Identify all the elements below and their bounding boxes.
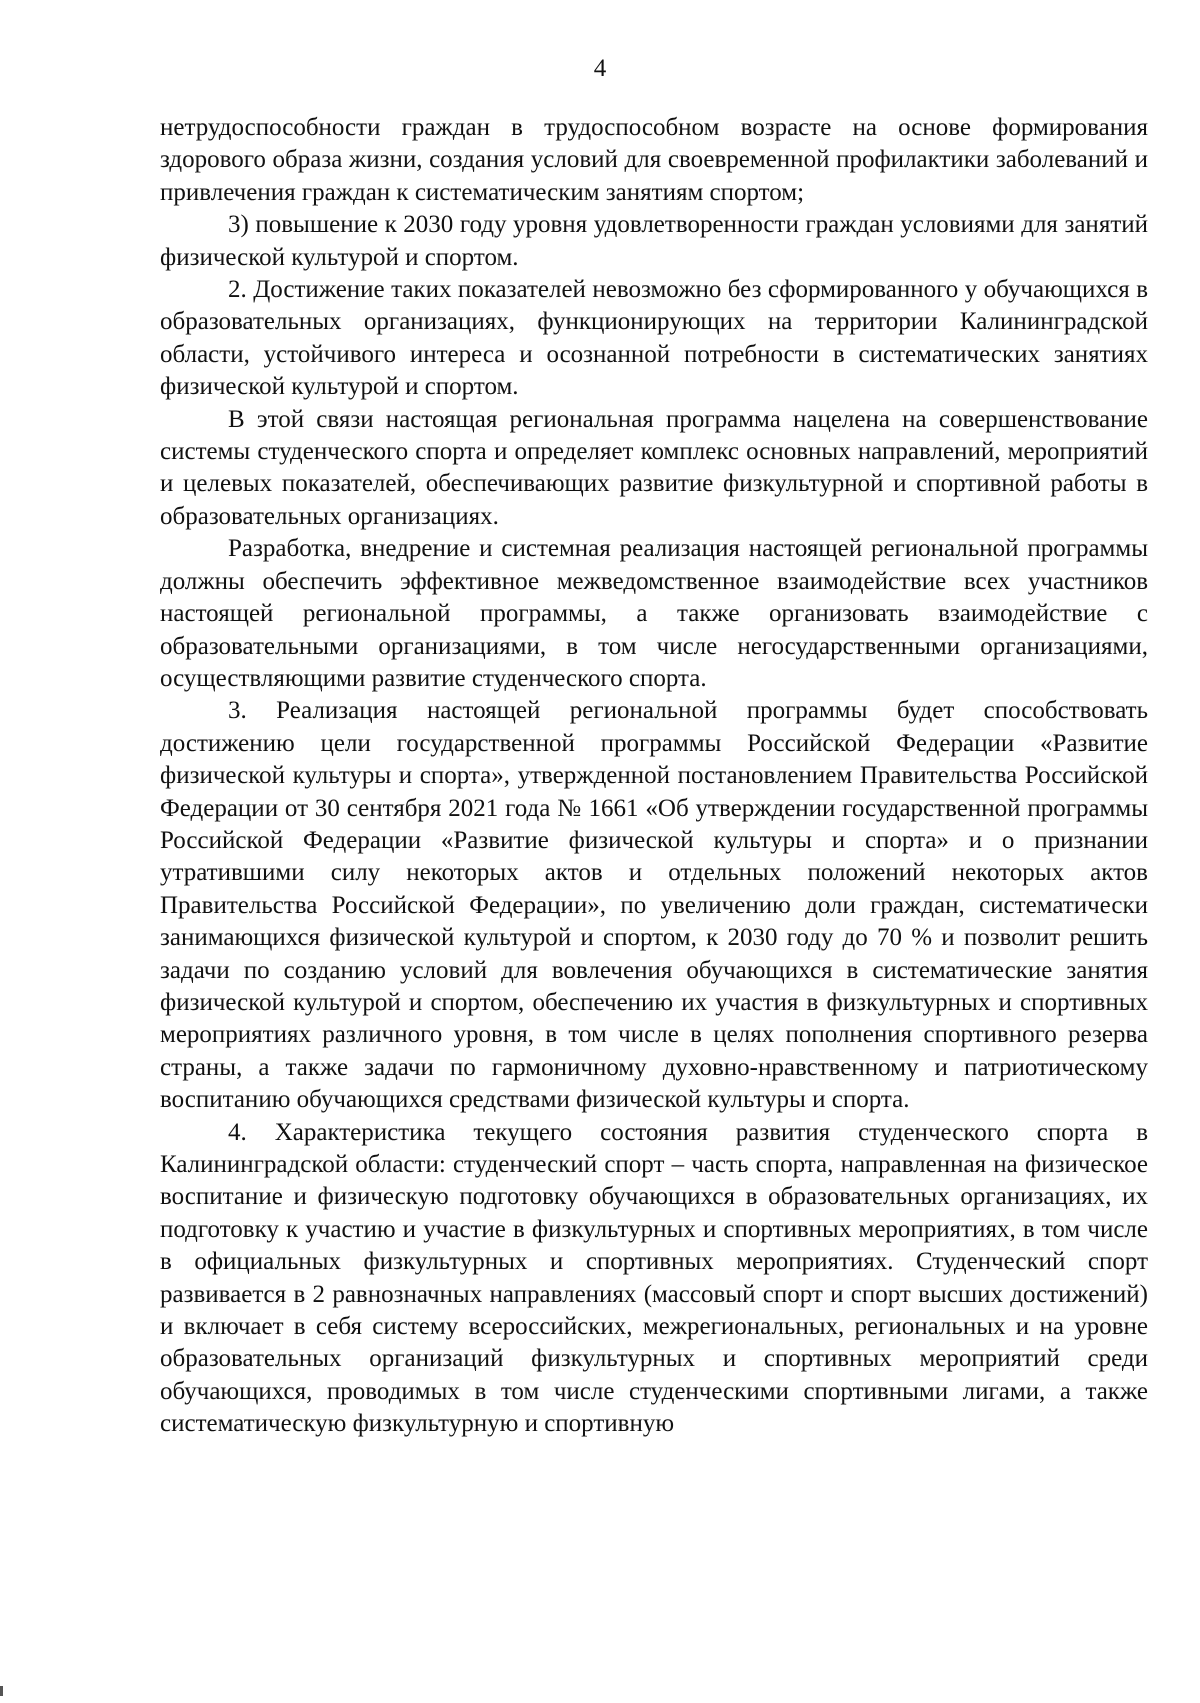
page-number: 4 [593, 55, 607, 82]
document-body [160, 112, 1148, 1441]
scan-edge-mark [0, 1686, 3, 1696]
paragraph-section-3: 3. Реализация настоящей региональной программы будет способствовать достижению цели государственной программы Российской Федерации «Развитие физической культуры и спорта», утвержденной постановлением Правительства Российской Федерации от 30 сентября 2021 года № 1661 «Об утверждении государственной программы Российской Федерации «Развитие физической культуры и спорта» и о признании утратившими силу некоторых актов и отдельных положений некоторых актов Правительства Российской Федерации», по увеличению доли граждан, систематически занимающихся физической культурой и спортом, к 2030 году до 70 % и позволит решить задачи по созданию условий для вовлечения обучающихся в систематические занятия физической культурой и спортом, обеспечению их участия в физкультурных и спортивных мероприятиях различного уровня, в том числе в целях пополнения спортивного резерва страны, а также задачи по гармоничному духовно-нравственному и патриотическому воспитанию обучающихся средствами физической культуры и спорта. [160, 697, 1148, 1114]
paragraph-program-aim: В этой связи настоящая региональная программа нацелена на совершенствование системы студенческого спорта и определяет комплекс основных направлений, мероприятий и целевых показателей, обеспечивающих развитие физкультурной и спортивной работы в образовательных организациях. [160, 405, 1148, 530]
paragraph-item-3: 3) повышение к 2030 году уровня удовлетворенности граждан условиями для занятий физической культурой и спортом. [160, 211, 1148, 271]
paragraph-continuation: нетрудоспособности граждан в трудоспособном возрасте на основе формирования здорового образа жизни, создания условий для своевременной профилактики заболеваний и привлечения граждан к систематическим занятиям спортом; [160, 114, 1148, 206]
paragraph-section-2: 2. Достижение таких показателей невозможно без сформированного у обучающихся в образовательных организациях, функционирующих на территории Калининградской области, устойчивого интереса и осознанной потребности в систематических занятиях физической культурой и спортом. [160, 276, 1148, 401]
paragraph-section-4: 4. Характеристика текущего состояния развития студенческого спорта в Калининградской области: студенческий спорт – часть спорта, направленная на физическое воспитание и физическую подготовку обучающихся в образовательных организациях, их подготовку к участию и участие в физкультурных и спортивных мероприятиях, в том числе в официальных физкультурных и спортивных мероприятиях. Студенческий спорт развивается в 2 равнозначных направлениях (массовый спорт и спорт высших достижений) и включает в себя систему всероссийских, межрегиональных, региональных и на уровне образовательных организаций физкультурных и спортивных мероприятий среди обучающихся, проводимых в том числе студенческими спортивными лигами, а также систематическую физкультурную и спортивную [160, 1118, 1148, 1438]
paragraph-implementation: Разработка, внедрение и системная реализация настоящей региональной программы должны обеспечить эффективное межведомственное взаимодействие всех участников настоящей региональной программы, а также организовать взаимодействие с образовательными организациями, в том числе негосударственными организациями, осуществляющими развитие студенческого спорта. [160, 535, 1148, 692]
